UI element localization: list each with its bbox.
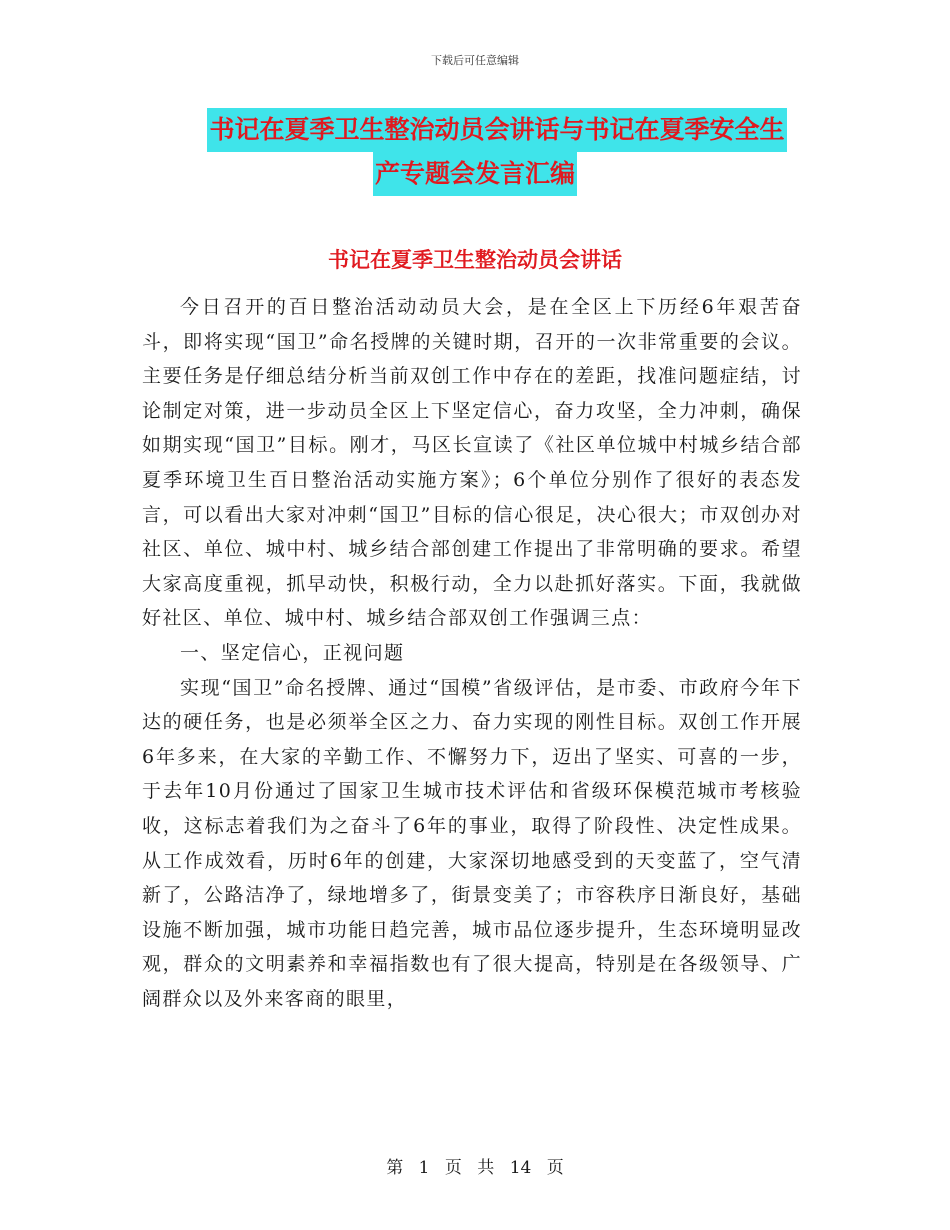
paragraph-1: 今日召开的百日整治活动动员大会，是在全区上下历经6年艰苦奋斗，即将实现“国卫”命名授牌的关键时期，召开的一次非常重要的会议。主要任务是仔细总结分析当前双创工作中存在的差距，找准问题症结，讨论制定对策，进一步动员全区上下坚定信心，奋力攻坚，全力冲刺，确保如期实现“国卫”目标。刚才，马区长宣读了《社区单位城中村城乡结合部夏季环境卫生百日整治活动实施方案》；6个单位分别作了很好的表态发言，可以看出大家对冲刺“国卫”目标的信心很足，决心很大；市双创办对社区、单位、城中村、城乡结合部创建工作提出了非常明确的要求。希望大家高度重视，抓早动快，积极行动，全力以赴抓好落实。下面，我就做好社区、单位、城中村、城乡结合部双创工作强调三点： xyxy=(142,296,802,630)
page-number: 1 xyxy=(418,1158,430,1178)
page-header-note: 下载后可任意编辑 xyxy=(431,54,519,67)
paragraph-heading-1: 一、坚定信心，正视问题 xyxy=(180,641,405,664)
paragraph-2: 实现“国卫”命名授牌、通过“国模”省级评估，是市委、市政府今年下达的硬任务，也是必须举全区之力、奋力实现的刚性目标。双创工作开展6年多来，在大家的辛勤工作、不懈努力下，迈出了坚实、可喜的一步，于去年10月份通过了国家卫生城市技术评估和省级环保模范城市考核验收，这标志着我们为之奋斗了6年的事业，取得了阶段性、决定性成果。从工作成效看，历时6年的创建，大家深切地感受到的天变蓝了，空气清新了，公路洁净了，绿地增多了，街景变美了；市容秩序日渐良好，基础设施不断加强，城市功能日趋完善，城市品位逐步提升，生态环境明显改观，群众的文明素养和幸福指数也有了很大提高，特别是在各级领导、广阔群众以及外来客商的眼里， xyxy=(142,676,802,1010)
total-prefix: 共 xyxy=(477,1158,495,1178)
page-unit: 页 xyxy=(444,1158,462,1178)
total-unit: 页 xyxy=(546,1158,564,1178)
page-prefix: 第 xyxy=(386,1158,404,1178)
page-footer xyxy=(0,1153,950,1178)
document-body xyxy=(142,290,802,1016)
document-title xyxy=(0,108,950,196)
document-title-line-1: 书记在夏季卫生整治动员会讲话与书记在夏季安全生 xyxy=(207,108,786,152)
total-pages: 14 xyxy=(509,1158,532,1178)
section-title: 书记在夏季卫生整治动员会讲话 xyxy=(328,248,622,272)
document-title-line-2: 产专题会发言汇编 xyxy=(373,152,577,196)
